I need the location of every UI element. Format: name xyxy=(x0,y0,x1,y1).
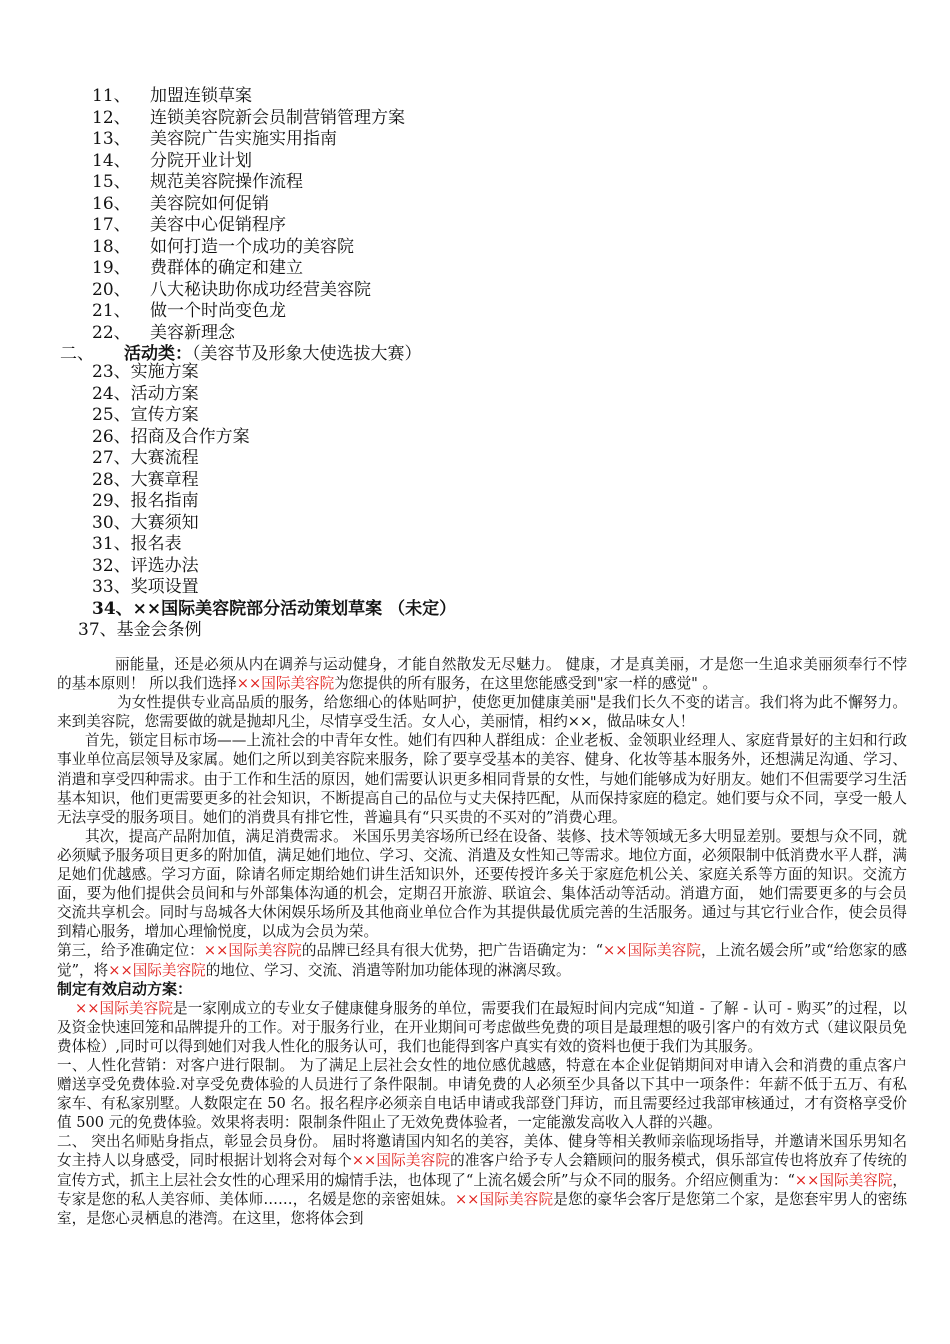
list-item: 31、报名表 xyxy=(92,534,182,554)
brand-name: ××国际美容院 xyxy=(794,1171,893,1189)
list-item: 33、奖项设置 xyxy=(92,577,199,597)
list-item: 13、 美容院广告实施实用指南 xyxy=(92,129,337,149)
list-item: 27、大赛流程 xyxy=(92,448,199,468)
list-item: 19、 费群体的确定和建立 xyxy=(92,258,303,278)
list-item: 23、实施方案 xyxy=(92,362,199,382)
brand-name: ××国际美容院 xyxy=(203,942,302,960)
list-item: 26、招商及合作方案 xyxy=(92,426,250,447)
subheading: 制定有效启动方案： xyxy=(57,979,193,998)
paragraph: ××国际美容院是一家刚成立的专业女子健康健身服务的单位，需要我们在最短时间内完成“知道 - 了解 - 认可 - 购买”的过程，以及资金快速回笼和品牌提升的工作。对于服务行业，在开业期间可考虑做些免费的项目是最理想的吸引客户的有效方式（建议限员免费体检）,同时可以得到她们对我人性化的服务认可，我们也能得到客户真实有效的资料也便于我们为其服务。 xyxy=(57,999,907,1055)
brand-name: ××国际美容院 xyxy=(236,675,335,693)
list-item-37: 37、基金会条例 xyxy=(78,620,202,640)
list-item: 17、 美容中心促销程序 xyxy=(92,215,286,235)
list-item: 28、大赛章程 xyxy=(92,469,199,490)
brand-name: ××国际美容院 xyxy=(454,1190,554,1208)
list-item: 25、宣传方案 xyxy=(92,405,199,425)
paragraph: 其次，提高产品附加值，满足消费需求。 米国乐男美容场所已经在设备、装修、技术等领域无多大明显差别。要想与众不同，就必须赋予服务项目更多的附加值，满足她们地位、学习、交流、消遣及女性知己等需求。地位方面，必须限制中低消费水平人群，满足她们优越感。学习方面，除请名师定期给她们讲生活知识外，还要传授许多关于家庭危机公关、家庭关系等方面的知识。交流方面，要为他们提供会员间和与外部集体沟通的机会，定期召开旅游、联谊会、集体活动等活动。消遣方面， 她们需要更多的与会员交流共享机会。同时与岛城各大休闲娱乐场所及其他商业单位合作为其提供最优质完善的生活服务。通过与其它行业合作，使会员得到精心服务，增加心理愉悦度，以成为会员为荣。 xyxy=(57,827,907,941)
paragraph: 为女性提供专业高品质的服务，给您细心的体贴呵护，使您更加健康美丽"是我们长久不变的诺言。我们将为此不懈努力。来到美容院，您需要做的就是抛却凡尘，尽情享受生活。女人心，美丽情，相约××，做品味女人！ xyxy=(57,694,907,731)
brand-name: ××国际美容院 xyxy=(108,961,206,979)
list-item: 29、报名指南 xyxy=(92,491,199,511)
section-heading: 二、 活动类：（美容节及形象大使选拔大赛） xyxy=(60,344,422,364)
body-text xyxy=(57,655,907,1228)
paragraph: 一、人性化营销：对客户进行限制。 为了满足上层社会女性的地位感优越感，特意在本企业促销期间对申请入会和消费的重点客户赠送享受免费体验.对享受免费体验的人员进行了条件限制。申请免费的人必须至少具备以下其中一项条件：年薪不低于五万、有私家车、有私家别墅。人数限定在 50 名。报名程序必须亲自电话申请或我部登门拜访，而且需要经过我部审核通过，才有资格享受价值 500 元的免费体验。效果将表明：限制条件阻止了无效免费体验者，一定能激发高收入人群的兴趣。 xyxy=(57,1056,907,1132)
list-item: 24、活动方案 xyxy=(92,383,199,404)
list-item: 21、 做一个时尚变色龙 xyxy=(92,301,286,321)
list-item: 14、 分院开业计划 xyxy=(92,150,252,171)
brand-name: ××国际美容院 xyxy=(351,1152,451,1170)
list-item: 12、 连锁美容院新会员制营销管理方案 xyxy=(92,107,405,128)
list-item: 20、 八大秘诀助你成功经营美容院 xyxy=(92,279,371,300)
paragraph: 二、 突出名师贴身指点，彰显会员身份。 届时将邀请国内知名的美容，美体、健身等相关教师亲临现场指导，并邀请米国乐男知名女主持人以身感受，同时根据计划将会对每个××国际美容院的准客户给予专人会籍顾问的服务模式，俱乐部宣传也将放弃了传统的宣传方式，抓主上层社会女性的心理采用的煽情手法，也体现了“上流名媛会所”与众不同的服务。介绍应侧重为：“××国际美容院，专家是您的私人美容师、美体师……，名媛是您的亲密姐妹。××国际美容院是您的豪华会客厅是您第二个家，是您套牢男人的密练室，是您心灵栖息的港湾。在这里，您将体会到 xyxy=(57,1133,907,1227)
list-item: 18、 如何打造一个成功的美容院 xyxy=(92,236,354,257)
list-item: 30、大赛须知 xyxy=(92,512,199,533)
brand-name: ××国际美容院 xyxy=(75,999,174,1017)
paragraph: 首先，锁定目标市场——上流社会的中青年女性。她们有四种人群组成：企业老板、金领职业经理人、家庭背景好的主妇和行政事业单位高层领导及家属。她们之所以到美容院来服务，除了要享受基本的美容、健身、化妆等基本服务外，还想满足沟通、学习、消遣和享受四种需求。由于工作和生活的原因，她们需要认识更多相同背景的女性，与她们能够成为好朋友。她们不但需要学习生活基本知识，他们更需要更多的社会知识，不断提高自己的品位与丈夫保持匹配，从而保持家庭的稳定。她们要与众不同，享受一般人无法享受的服务项目。她们的消费具有排它性，普遍具有“只买贵的不买对的”消费心理。 xyxy=(57,732,907,826)
paragraph: 第三，给予准确定位：××国际美容院的品牌已经具有很大优势，把广告语确定为：“××国际美容院，上流名媛会所”或“给您家的感觉”，将××国际美容院的地位、学习、交流、消遣等附加功能体现的淋漓尽致。 xyxy=(57,942,907,979)
list-item: 15、 规范美容院操作流程 xyxy=(92,172,303,192)
list-item: 32、评选办法 xyxy=(92,555,199,576)
list-item: 16、 美容院如何促销 xyxy=(92,193,269,214)
list-item: 22、 美容新理念 xyxy=(92,322,235,343)
list-item: 11、 加盟连锁草案 xyxy=(92,86,252,106)
brand-name: ××国际美容院 xyxy=(603,942,702,960)
list-item-34: 34、××国际美容院部分活动策划草案 （未定） xyxy=(92,598,457,619)
paragraph: 丽能量，还是必须从内在调养与运动健身，才能自然散发无尽魅力。 健康，才是真美丽，才是您一生追求美丽须奉行不悖的基本原则！ 所以我们选择××国际美容院为您提供的所有服务，在这里您能感受到"家一样的感觉" 。 xyxy=(57,656,907,693)
